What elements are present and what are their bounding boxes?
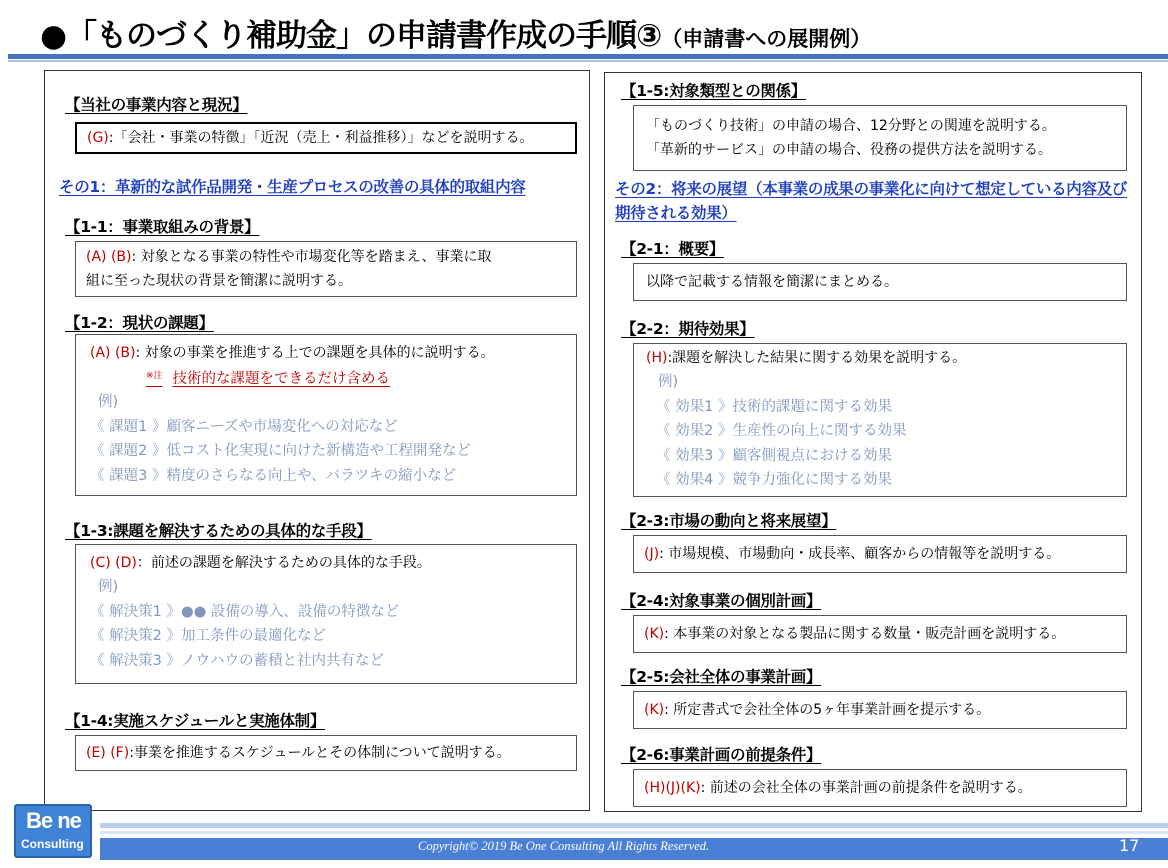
company-logo: [14, 804, 92, 858]
list-item: 《 効果4 》競争力強化に関する効果: [656, 472, 892, 488]
list-item: 《 解決策2 》加工条件の最適化など: [90, 628, 326, 644]
footer-rule-top: [100, 823, 1168, 828]
s1-3-heading: 【1-3:課題を解決するための具体的な手段】: [65, 522, 372, 540]
s1-1-code: (A) (B): [86, 249, 132, 265]
company-code: (G): [87, 130, 109, 146]
s2-1-heading: 【2-1：概要】: [621, 240, 725, 258]
s1-3-code: (C) (D): [90, 555, 137, 571]
s2-4-heading: 【2-4:対象事業の個別計画】: [621, 592, 822, 610]
s2-1-box: [633, 263, 1127, 301]
s2-6-text: : 前述の会社全体の事業計画の前提条件を説明する。: [700, 780, 1032, 796]
logo-mark: Be ne: [26, 808, 81, 833]
company-heading: 【当社の事業内容と現況】: [65, 96, 248, 114]
s1-2-example-label: 例): [98, 394, 119, 410]
s1-2-heading: 【1-2：現状の課題】: [65, 314, 214, 332]
logo-subtitle: Consulting: [21, 837, 84, 851]
s1-2-box: [75, 334, 577, 496]
title-underline-light: [8, 60, 1168, 62]
s1-2-note: [146, 371, 390, 387]
slide-header: [0, 0, 1168, 68]
s1-2-text: : 対象の事業を推進する上での課題を具体的に説明する。: [135, 345, 495, 361]
section2-title: その2：将来の展望（本事業の成果の事業化に向けて想定している内容及び期待される効果）: [615, 180, 1128, 222]
s2-5-heading: 【2-5:会社全体の事業計画】: [621, 668, 822, 686]
s1-4-box: [75, 735, 577, 771]
s2-2-heading: 【2-2：期待効果】: [621, 320, 755, 338]
copyright-text: Copyright© 2019 Be One Consulting All Rights Reserved.: [418, 839, 710, 853]
s2-4-code: (K): [644, 626, 665, 642]
list-item: 《 解決策3 》ノウハウの蓄積と社内共有など: [90, 652, 384, 669]
s2-2-code: (H): [646, 350, 668, 366]
s2-4-text: : 本事業の対象となる製品に関する数量・販売計画を説明する。: [664, 626, 1066, 642]
s2-2-example-label: 例): [658, 374, 679, 390]
s2-6-box: [633, 769, 1127, 807]
right-panel: [604, 72, 1142, 812]
s2-2-box: [633, 343, 1127, 497]
s2-3-heading: 【2-3:市場の動向と将来展望】: [621, 512, 837, 530]
list-item: 《 課題1 》顧客ニーズや市場変化への対応など: [90, 418, 398, 435]
section1-title: その1：革新的な試作品開発・生産プロセスの改善の具体的取組内容: [59, 178, 526, 196]
s1-4-code: (E) (F): [86, 745, 130, 761]
slide-title-main: ●「ものづくり補助金」の申請書作成の手順③: [40, 18, 662, 54]
s1-2-note-mark: ※注: [146, 371, 163, 381]
list-item: 《 効果2 》生産性の向上に関する効果: [656, 423, 907, 439]
s1-4-text: :事業を推進するスケジュールとその体制について説明する。: [129, 745, 511, 761]
slide-title: [40, 10, 871, 55]
s1-1-line2: 組に至った現状の背景を簡潔に説明する。: [86, 273, 352, 289]
title-underline: [8, 54, 1168, 59]
s2-6-code: (H)(J)(K): [644, 780, 701, 796]
s2-5-code: (K): [644, 702, 665, 718]
s1-5-line1: 「ものづくり技術」の申請の場合、12分野との関連を説明する。: [646, 118, 1056, 134]
s1-4-heading: 【1-4:実施スケジュールと実施体制】: [65, 712, 326, 730]
s2-4-box: [633, 615, 1127, 653]
s2-5-box: [633, 691, 1127, 729]
s1-5-heading: 【1-5:対象類型との関係】: [621, 82, 807, 100]
company-box: [75, 122, 577, 154]
s2-6-heading: 【2-6:事業計画の前提条件】: [621, 746, 822, 764]
s2-5-text: : 所定書式で会社全体の5ヶ年事業計画を提示する。: [664, 702, 991, 718]
slide-title-sub: （申請書への展開例）: [661, 27, 872, 51]
s1-3-box: [75, 544, 577, 684]
s1-1-heading: 【1-1：事業取組みの背景】: [65, 218, 260, 236]
list-item: 《 課題2 》低コスト化実現に向けた新構造や工程開発など: [90, 443, 471, 459]
s1-3-text: ：前述の課題を解決するための具体的な手段。: [136, 555, 431, 571]
list-item: 《 効果1 》技術的課題に関する効果: [656, 398, 892, 415]
company-text: :「会社・事業の特徴」「近況（売上・利益推移）」などを説明する。: [108, 130, 534, 146]
s1-5-line2: 「革新的サービス」の申請の場合、役務の提供方法を説明する。: [646, 142, 1052, 158]
s1-2-note-text: 技術的な課題をできるだけ含める: [172, 371, 391, 387]
s2-3-code: (J): [644, 546, 660, 562]
footer-rule-mid: [100, 831, 1168, 834]
left-panel: [44, 70, 590, 811]
s1-5-box: [633, 105, 1127, 171]
s2-2-text: :課題を解決した結果に関する効果を説明する。: [667, 350, 967, 366]
s2-3-text: : 市場規模、市場動向・成長率、顧客からの情報等を説明する。: [659, 546, 1061, 562]
list-item: 《 解決策1 》●● 設備の導入、設備の特徴など: [90, 603, 400, 620]
s1-3-example-label: 例): [98, 579, 119, 595]
s1-1-box: [75, 241, 577, 297]
s1-2-code: (A) (B): [90, 345, 136, 361]
s2-3-box: [633, 535, 1127, 573]
page-number: 17: [1119, 836, 1140, 855]
s1-1-line1: : 対象となる事業の特性や市場変化等を踏まえ、事業に取: [131, 249, 492, 265]
s2-1-text: 以降で記載する情報を簡潔にまとめる。: [646, 274, 898, 290]
list-item: 《 効果3 》顧客側視点における効果: [656, 447, 892, 464]
list-item: 《 課題3 》精度のさらなる向上や、バラツキの縮小など: [90, 467, 457, 484]
